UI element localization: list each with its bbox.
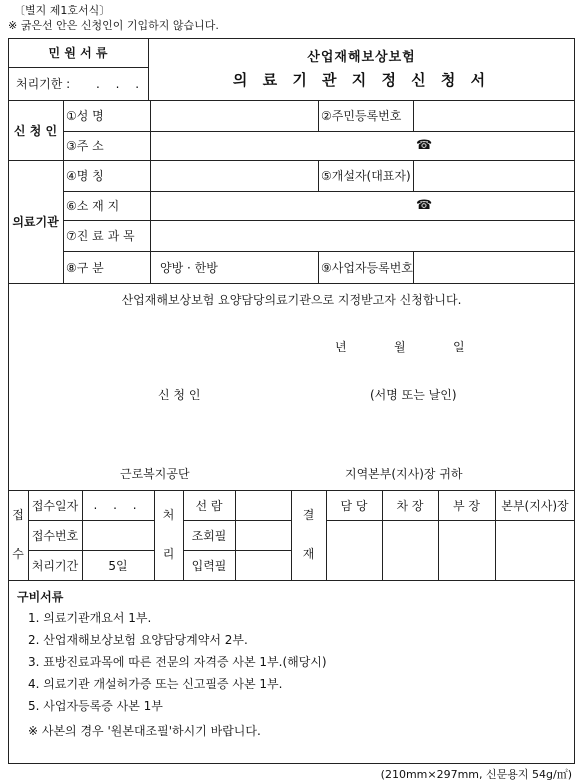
applicant-sign-label: 신 청 인 (158, 387, 201, 402)
viewed-field[interactable] (236, 491, 290, 519)
approval-staff-label: 담 당 (340, 498, 368, 513)
dept-label: ⑦진 료 과 목 (66, 229, 135, 243)
founder-field[interactable] (414, 161, 574, 190)
viewed-label: 선 람 (195, 498, 223, 513)
approval-vertical-label-2: 재 (302, 547, 315, 561)
input-done-field[interactable] (236, 551, 290, 579)
process-vertical-label-2: 리 (162, 547, 175, 561)
checked-field[interactable] (236, 521, 290, 549)
recipient-label: 지역본부(지사)장 귀하 (345, 466, 463, 481)
phone-icon: ☎ (416, 138, 433, 153)
required-doc-item: 4. 의료기관 개설허가증 또는 신고필증 사본 1부. (28, 677, 283, 691)
receipt-vertical-label-1: 접 (12, 508, 24, 522)
applicant-rrn-label: ②주민등록번호 (321, 109, 402, 123)
date-year-label: 년 (335, 339, 347, 354)
required-doc-item: 5. 사업자등록증 사본 1부 (28, 699, 163, 713)
dept-field[interactable] (151, 221, 574, 250)
institution-name-field[interactable] (151, 161, 317, 190)
institution-section-label: 의료기관 (12, 215, 59, 229)
receipt-date-value: . . . (93, 498, 143, 512)
checked-label: 조회필 (191, 528, 227, 543)
institution-name-label: ④명 칭 (66, 169, 104, 183)
organization-name: 근로복지공단 (120, 466, 190, 481)
applicant-address-field[interactable] (151, 132, 574, 159)
process-vertical-label-1: 처 (162, 508, 175, 522)
phone-icon: ☎ (416, 198, 433, 213)
receipt-date-label: 접수일자 (31, 498, 79, 513)
required-doc-item: 3. 표방진료과목에 따른 전문의 자격증 사본 1부.(해당시) (28, 655, 327, 669)
approval-manager-sign[interactable] (383, 521, 437, 579)
date-month-label: 월 (394, 339, 406, 354)
declaration-text: 산업재해보상보험 요양담당의료기관으로 지정받고자 신청합니다. (121, 292, 462, 307)
required-doc-item: 1. 의료기관개요서 1부. (28, 611, 152, 625)
applicant-name-label: ①성 명 (66, 109, 104, 123)
applicant-rrn-field[interactable] (414, 101, 574, 130)
deadline-label: 처리기한 : (16, 77, 71, 91)
approval-vertical-label-1: 결 (302, 508, 315, 522)
form-tag: 〔별지 제1호서식〕 (14, 4, 111, 17)
bizno-label: ⑨사업자등록번호 (321, 260, 413, 275)
receipt-no-field[interactable] (83, 521, 153, 549)
approval-head-label: 본부(지사)장 (501, 498, 569, 513)
approval-manager-label: 차 장 (396, 498, 424, 513)
required-docs-title: 구비서류 (17, 590, 64, 604)
required-doc-item: 2. 산업재해보상보험 요양담당계약서 2부. (28, 633, 248, 647)
input-done-label: 입력필 (191, 558, 227, 573)
approval-director-sign[interactable] (439, 521, 494, 579)
applicant-address-label: ③주 소 (66, 139, 104, 153)
applicant-name-field[interactable] (151, 101, 317, 130)
civil-doc-label: 민 원 서 류 (48, 46, 108, 60)
form-title-line1: 산업재해보상보험 (307, 49, 416, 65)
required-docs-list (28, 609, 327, 719)
processing-period-label: 처리기간 (31, 558, 79, 573)
processing-period-value: 5일 (108, 558, 128, 573)
type-label: ⑧구 분 (66, 260, 104, 275)
sign-hint: (서명 또는 날인) (370, 387, 457, 402)
deadline-value: . . . (96, 76, 146, 91)
notice-text: ※ 굵은선 안은 신청인이 기입하지 않습니다. (8, 19, 219, 32)
approval-staff-sign[interactable] (327, 521, 381, 579)
receipt-no-label: 접수번호 (31, 528, 79, 543)
approval-director-label: 부 장 (453, 498, 480, 513)
applicant-section-label: 신 청 인 (13, 123, 58, 138)
founder-label: ⑤개설자(대표자) (321, 169, 411, 183)
bizno-field[interactable] (414, 252, 574, 282)
location-label: ⑥소 재 지 (66, 199, 120, 213)
paper-spec: (210mm×297mm, 신문용지 54g/㎡) (380, 768, 572, 781)
date-day-label: 일 (453, 339, 465, 354)
location-field[interactable] (151, 192, 574, 219)
type-value[interactable]: 양방 · 한방 (160, 260, 218, 275)
approval-head-sign[interactable] (496, 521, 574, 579)
copy-note: ※ 사본의 경우 '원본대조필'하시기 바랍니다. (28, 724, 261, 738)
receipt-vertical-label-2: 수 (12, 547, 24, 561)
form-title-line2: 의 료 기 관 지 정 신 청 서 (232, 70, 491, 89)
